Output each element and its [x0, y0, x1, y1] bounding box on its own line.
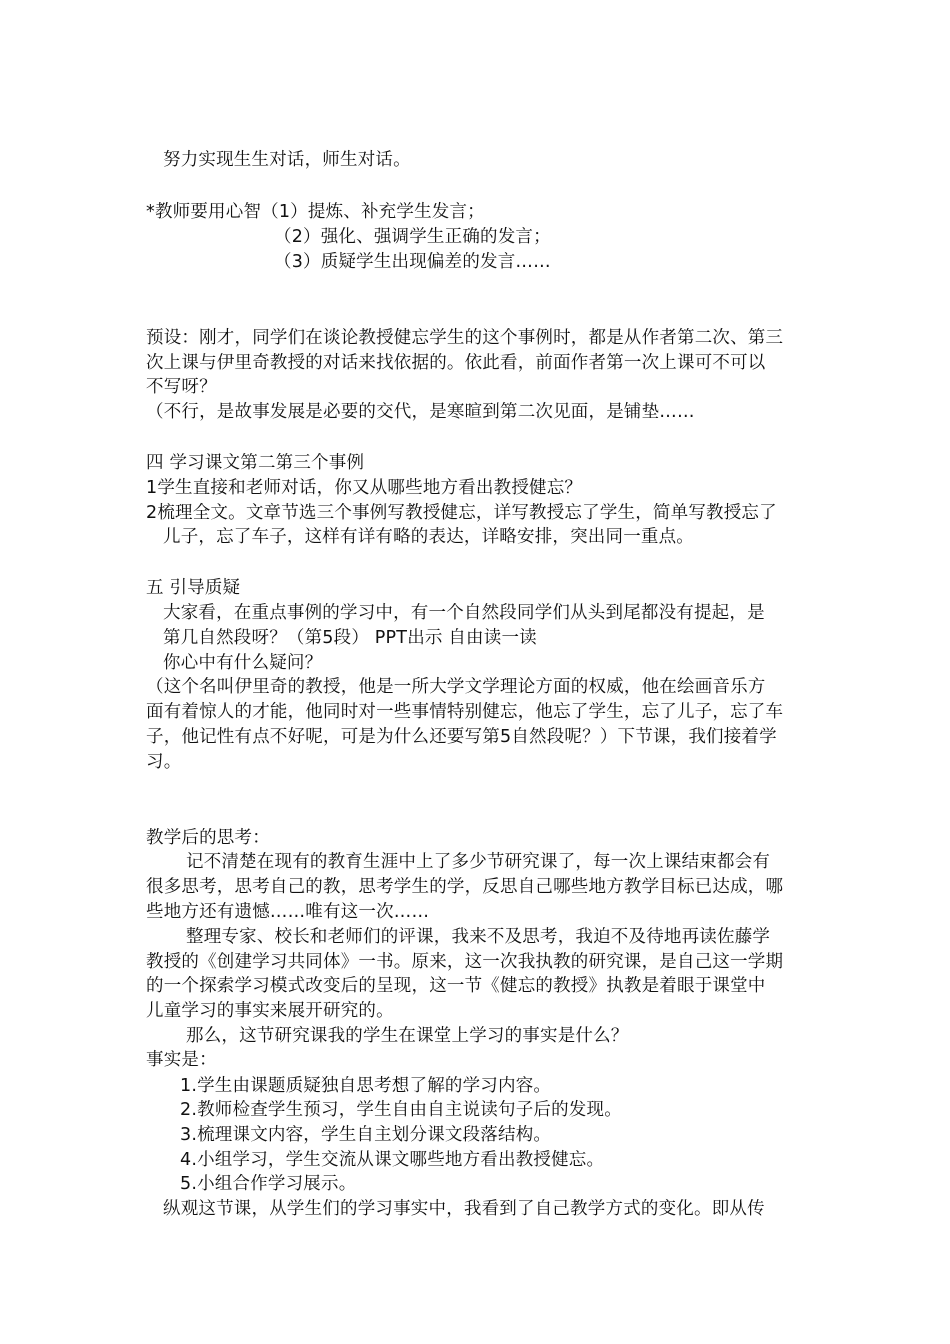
- text-line: 纵观这节课，从学生们的学习事实中，我看到了自己教学方式的变化。即从传: [163, 1199, 765, 1219]
- text-line: 不写呀？: [146, 377, 217, 397]
- text-line: 些地方还有遗憾……唯有这一次……: [146, 902, 430, 922]
- text-line: （2）强化、强调学生正确的发言；: [274, 227, 551, 247]
- text-line: 第几自然段呀？（第5段） PPT出示 自由读一读: [163, 628, 537, 648]
- text-line: 记不清楚在现有的教育生涯中上了多少节研究课了，每一次上课结束都会有: [186, 852, 771, 872]
- text-line: 你心中有什么疑问？: [163, 653, 323, 673]
- text-line: 习。: [146, 752, 182, 772]
- list-item: 1.学生由课题质疑独自思考想了解的学习内容。: [180, 1076, 552, 1096]
- section-heading: 五 引导质疑: [146, 578, 241, 598]
- text-line: （3）质疑学生出现偏差的发言……: [274, 252, 551, 272]
- text-line: 大家看，在重点事例的学习中，有一个自然段同学们从头到尾都没有提起，是: [163, 603, 765, 623]
- text-line: 的一个探索学习模式改变后的呈现，这一节《健忘的教授》执教是着眼于课堂中: [146, 976, 766, 996]
- list-item: 2.教师检查学生预习，学生自由自主说读句子后的发现。: [180, 1100, 622, 1120]
- text-line: *教师要用心智（1）提炼、补充学生发言；: [146, 202, 485, 222]
- text-line: 努力实现生生对话，师生对话。: [163, 150, 411, 170]
- text-line: 整理专家、校长和老师们的评课，我来不及思考，我迫不及待地再读佐藤学: [186, 927, 771, 947]
- text-line: 2梳理全文。文章节选三个事例写教授健忘，详写教授忘了学生，简单写教授忘了: [146, 503, 777, 523]
- text-line: 儿子，忘了车子，这样有详有略的表达，详略安排，突出同一重点。: [163, 527, 694, 547]
- text-line: （不行，是故事发展是必要的交代，是寒暄到第二次见面，是铺垫……: [146, 402, 695, 422]
- text-line: 事实是：: [146, 1050, 217, 1070]
- text-line: 次上课与伊里奇教授的对话来找依据的。依此看，前面作者第一次上课可不可以: [146, 353, 766, 373]
- text-line: 1学生直接和老师对话，你又从哪些地方看出教授健忘？: [146, 478, 583, 498]
- text-line: 教授的《创建学习共同体》一书。原来，这一次我执教的研究课，是自己这一学期: [146, 952, 784, 972]
- text-line: 很多思考，思考自己的教，思考学生的学，反思自己哪些地方教学目标已达成，哪: [146, 877, 784, 897]
- section-heading: 四 学习课文第二第三个事例: [146, 453, 365, 473]
- text-line: 那么，这节研究课我的学生在课堂上学习的事实是什么？: [186, 1026, 629, 1046]
- text-line: 子，他记性有点不好呢，可是为什么还要写第5自然段呢？）下节课，我们接着学: [146, 727, 777, 747]
- list-item: 5.小组合作学习展示。: [180, 1174, 357, 1194]
- section-heading: 教学后的思考：: [146, 828, 270, 848]
- list-item: 4.小组学习，学生交流从课文哪些地方看出教授健忘。: [180, 1150, 605, 1170]
- text-line: 预设：刚才，同学们在谈论教授健忘学生的这个事例时，都是从作者第二次、第三: [146, 328, 784, 348]
- text-line: 儿童学习的事实来展开研究的。: [146, 1001, 394, 1021]
- text-line: （这个名叫伊里奇的教授，他是一所大学文学理论方面的权威，他在绘画音乐方: [146, 677, 766, 697]
- list-item: 3.梳理课文内容，学生自主划分课文段落结构。: [180, 1125, 552, 1145]
- text-line: 面有着惊人的才能，他同时对一些事情特别健忘，他忘了学生，忘了儿子，忘了车: [146, 702, 784, 722]
